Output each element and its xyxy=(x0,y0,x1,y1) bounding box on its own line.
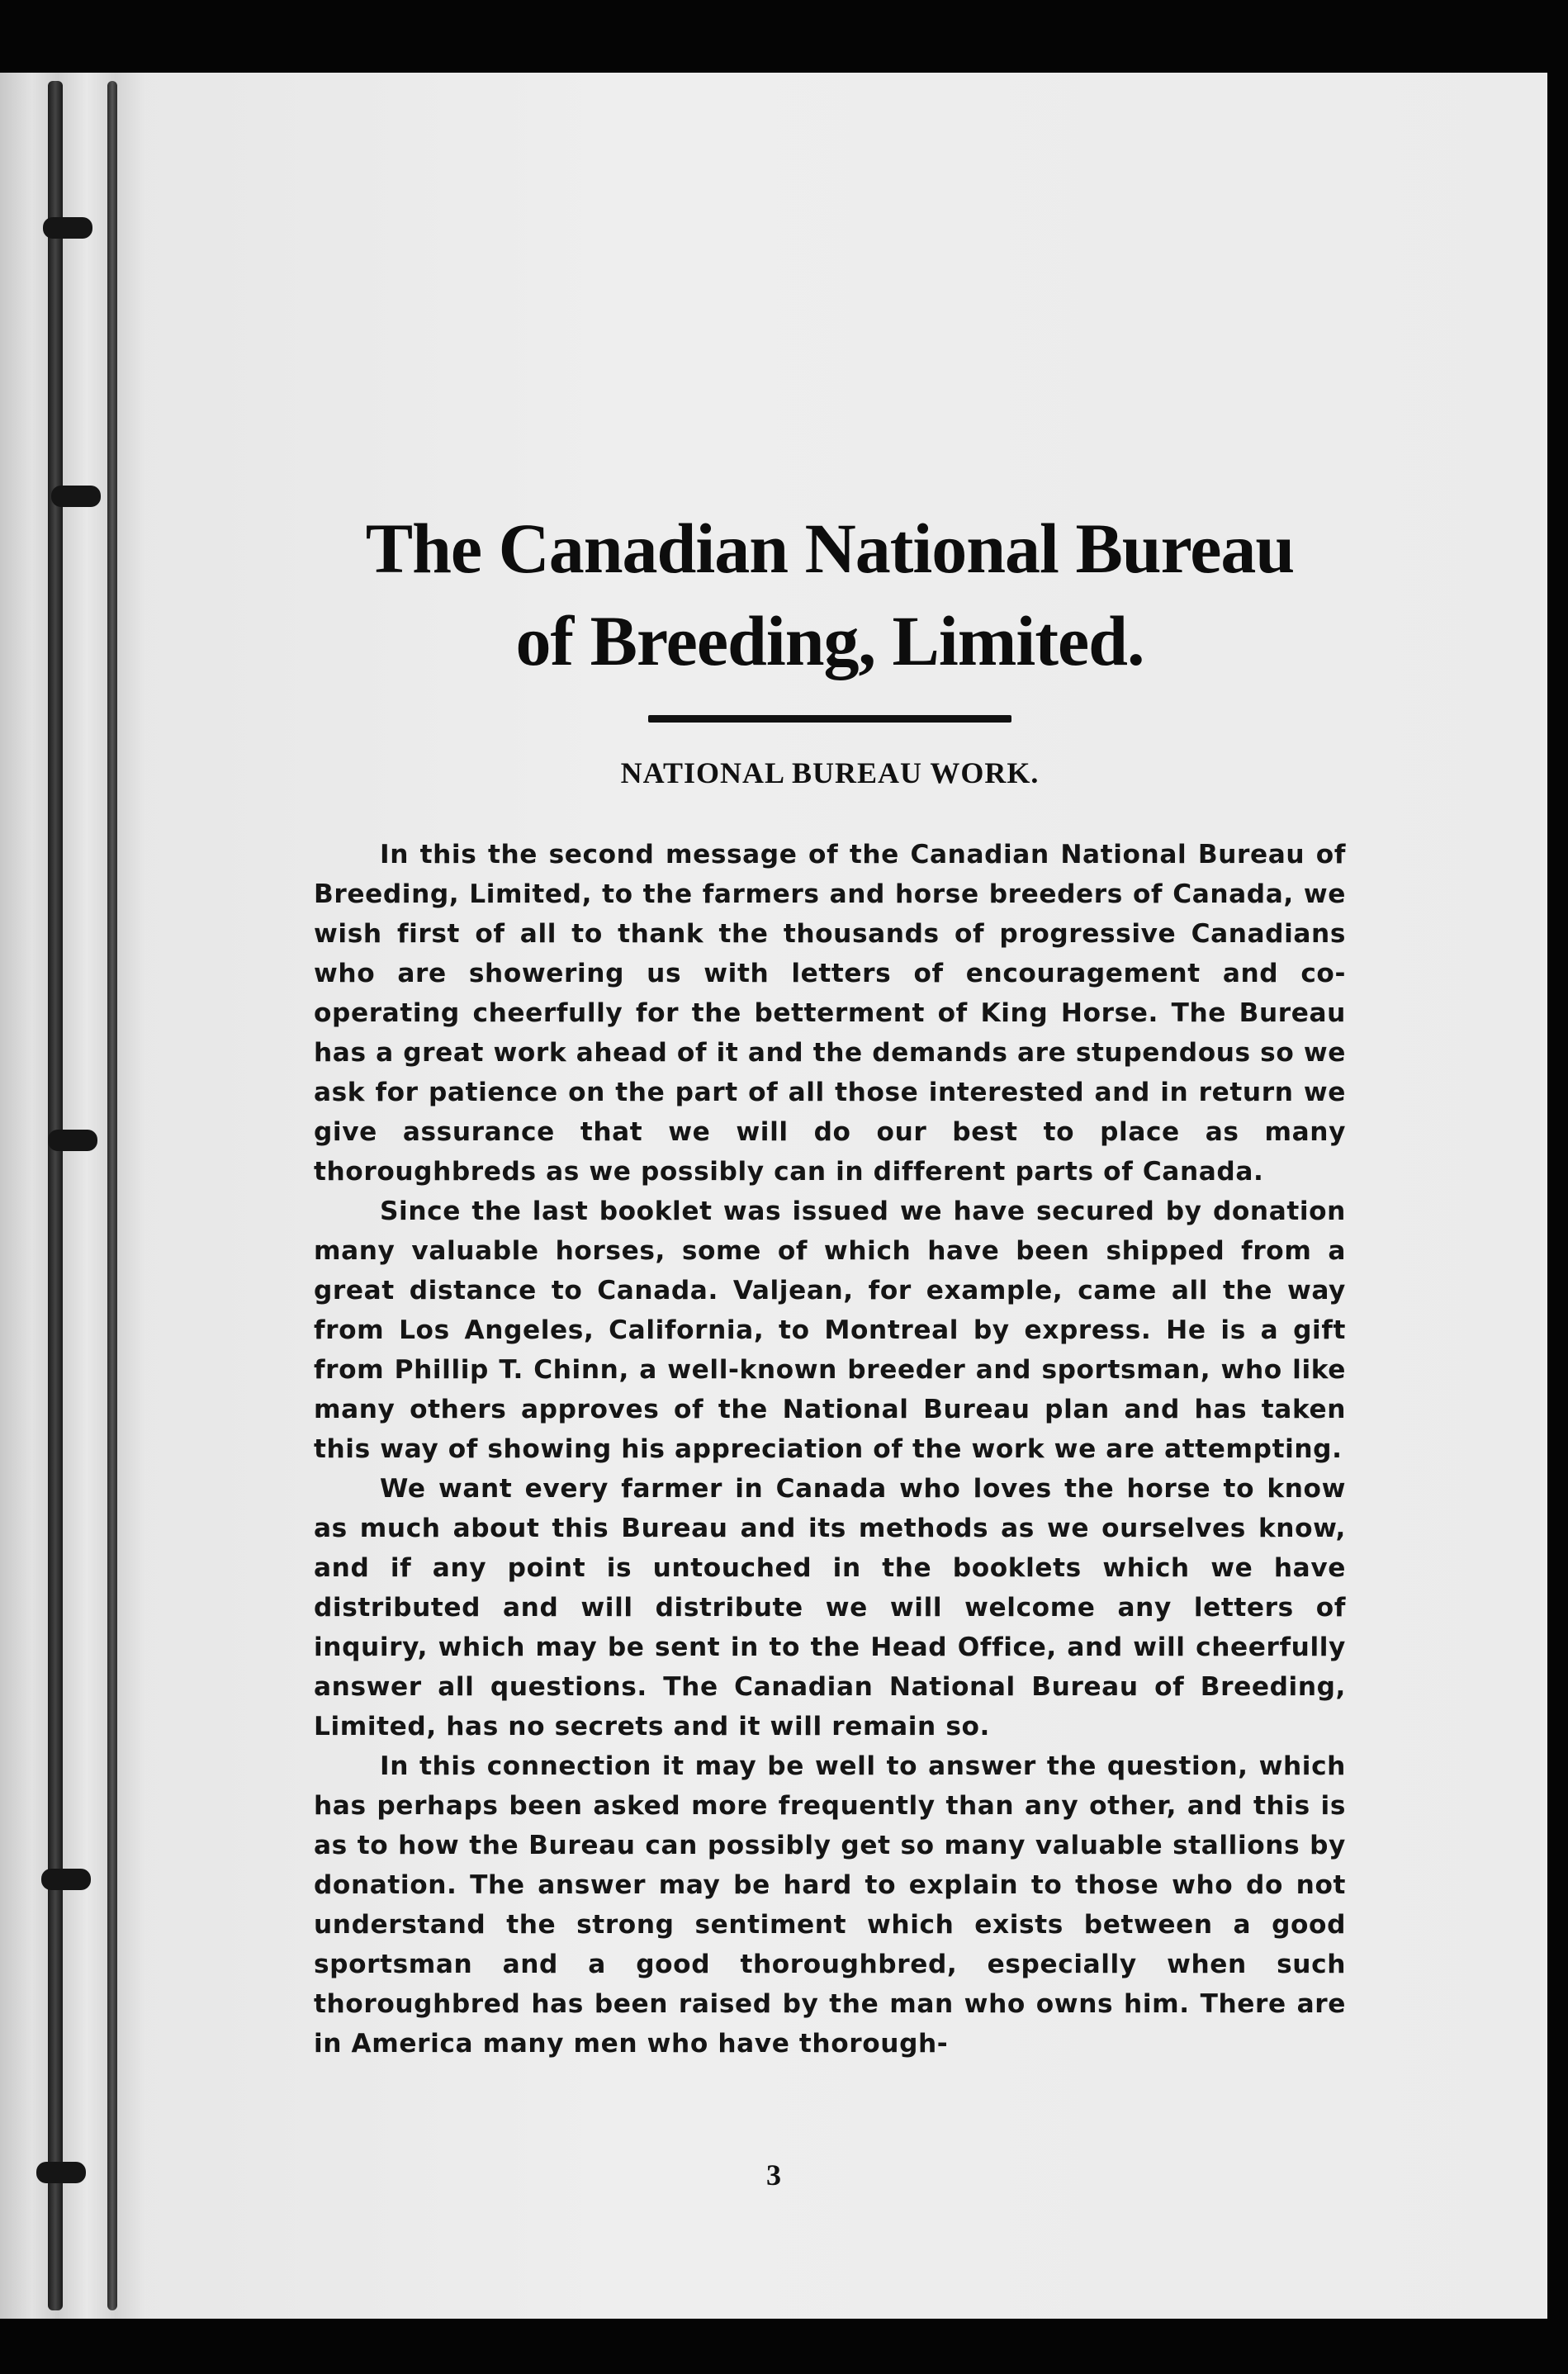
document-title xyxy=(314,502,1346,687)
paragraph: In this the second message of the Canadian National Bureau of Breeding, Limited, to the farmers and horse breeders of Canada, we wish first of all to thank the thousands of progressive Canadians who are showering us with letters of encouragement and co-operating cheerfully for the betterment of King Horse. The Bureau has a great work ahead of it and the demands are stupendous so we ask for patience on the part of all those interested and in return we give assurance that we will do our best to place as many thoroughbreds as we possibly can in different parts of Canada. xyxy=(314,840,1346,1187)
binding-stitch xyxy=(43,217,92,239)
binding-edge xyxy=(0,73,144,2319)
page-number: 3 xyxy=(766,2158,781,2192)
title-rule xyxy=(648,715,1011,723)
binding-stitch xyxy=(41,1869,91,1890)
binding-stitch xyxy=(48,1130,97,1151)
binding-spine-line xyxy=(107,81,117,2310)
binding-stitch xyxy=(51,486,101,507)
paragraph: In this connection it may be well to answer the question, which has perhaps been asked more frequently than any other, and this is as to how the Bureau can possibly get so many valuable stallions by donation. The answer may be hard to explain to those who do not understand the strong sentiment which exists between a good sportsman and a good thoroughbred, especially when such thoroughbred has been raised by the man who owns him. There are in America many men who have thorough- xyxy=(314,1751,1346,2059)
title-line-2: of Breeding, Limited. xyxy=(515,601,1144,680)
paragraph: We want every farmer in Canada who loves the horse to know as much about this Bureau and its methods as we ourselves know, and if any point is untouched in the booklets which we have distributed and will distribute we will welcome any letters of inquiry, which may be sent in to the Head Office, and will cheerfully answer all questions. The Canadian National Bureau of Breeding, Limited, has no secrets and it will remain so. xyxy=(314,1474,1346,1741)
title-line-1: The Canadian National Bureau xyxy=(365,509,1295,588)
binding-spine-line xyxy=(48,81,63,2310)
document-body xyxy=(314,502,1346,2064)
section-heading: NATIONAL BUREAU WORK. xyxy=(620,756,1040,789)
document-page xyxy=(0,73,1547,2319)
paragraph: Since the last booklet was issued we have secured by donation many valuable horses, some of which have been shipped from a great distance to Canada. Valjean, for example, came all the way from Los Angeles, California, to Montreal by express. He is a gift from Phillip T. Chinn, a well-known breeder and sportsman, who like many others approves of the National Bureau plan and has taken this way of showing his appreciation of the work we are attempting. xyxy=(314,1196,1346,1464)
